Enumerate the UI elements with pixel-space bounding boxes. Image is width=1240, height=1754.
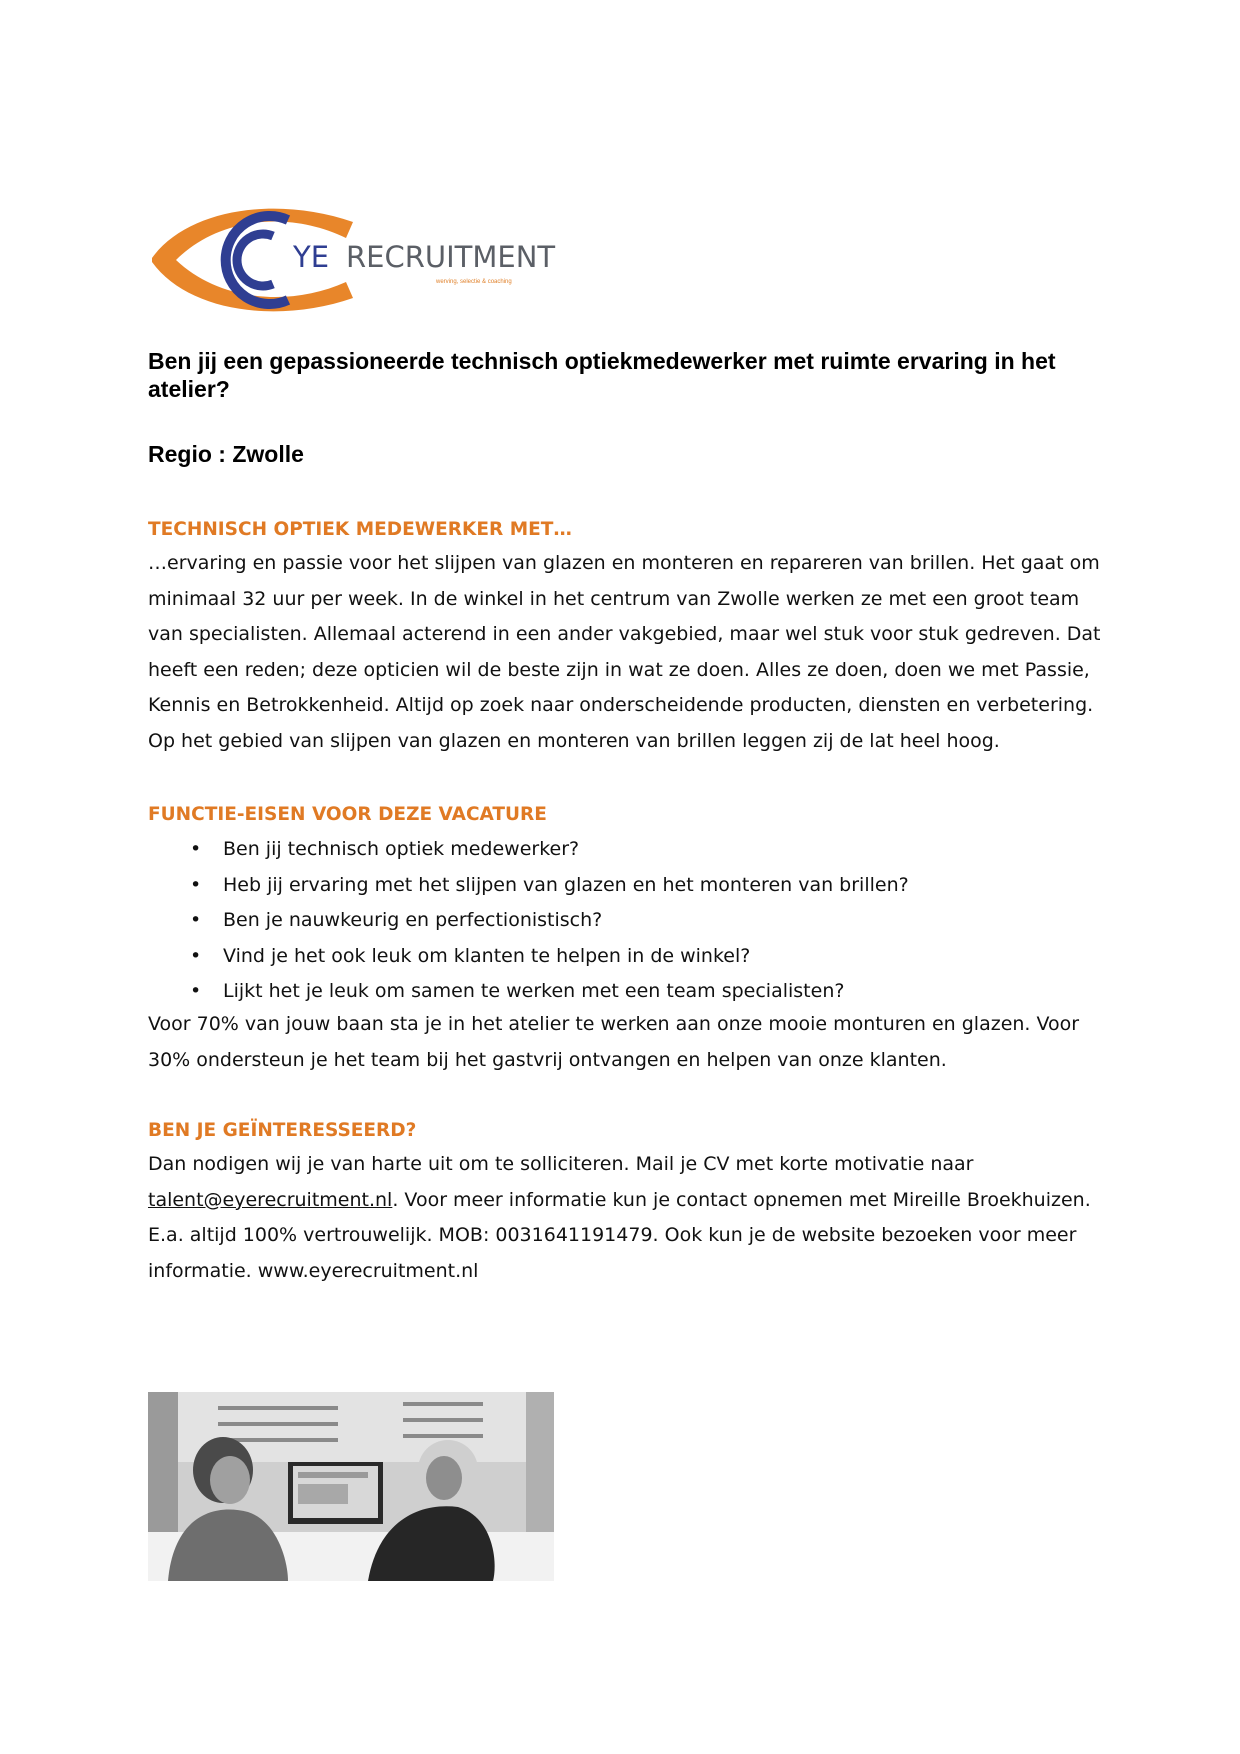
section-heading-functie-eisen: FUNCTIE-EISEN VOOR DEZE VACATURE [148, 804, 547, 825]
logo-recruitment-text: RECRUITMENT [346, 240, 556, 274]
eye-recruitment-logo [148, 200, 556, 320]
bullet-icon: • [190, 980, 202, 1002]
email-link[interactable]: talent@eyerecruitment.nl [148, 1188, 393, 1211]
logo-tagline: werving, selectie & coaching [436, 279, 512, 285]
section-body-functie-eisen: Voor 70% van jouw baan sta je in het atelier te werken aan onze mooie monturen en glazen. Voor 30% ondersteun je het team bij het gastvrij ontvangen en helpen van onze klanten. [148, 1013, 1080, 1071]
section-body-technisch: …ervaring en passie voor het slijpen van glazen en monteren en repareren van brillen. Het gaat om minimaal 32 uur per week. In de winkel in het centrum van Zwolle werken ze met een groot team van specialisten. Allemaal acterend in een ander vakgebied, maar wel stuk voor stuk gedreven. Dat heeft een reden; deze opticien wil de beste zijn in wat ze doen. Alles ze doen, doen we met Passie, Kennis en Betrokkenheid. Altijd op zoek naar onderscheidende producten, diensten en verbetering. Op het gebied van slijpen van glazen en monteren van brillen leggen zij de lat heel hoog. [148, 552, 1101, 752]
list-item: • Ben je nauwkeurig en perfectionistisch? [148, 903, 1108, 939]
office-photo [148, 1392, 554, 1581]
section-heading-technisch: TECHNISCH OPTIEK MEDEWERKER MET… [148, 519, 572, 540]
photo-image [148, 1392, 554, 1581]
vacancy-title: Ben jij een gepassioneerde technisch optiekmedewerker met ruimte ervaring in het atelier? [148, 348, 1056, 402]
section-body-geinteresseerd: Dan nodigen wij je van harte uit om te solliciteren. Mail je CV met korte motivatie naar talent@eyerecruitment.nl. Voor meer informatie kun je contact opnemen met Mireille Broekhuizen. E.a. altijd 100% vertrouwelijk. MOB: 0031641191479. Ook kun je de website bezoeken voor meer informatie. www.eyerecruitment.nl [148, 1153, 1091, 1282]
list-item: • Ben jij technisch optiek medewerker? [148, 832, 1108, 868]
requirements-list [148, 832, 1108, 1010]
bullet-icon: • [190, 838, 202, 860]
list-item: • Vind je het ook leuk om klanten te helpen in de winkel? [148, 939, 1108, 975]
bullet-icon: • [190, 944, 202, 967]
bullet-icon: • [190, 873, 202, 896]
list-item: • Lijkt het je leuk om samen te werken met een team specialisten? [148, 974, 1108, 1010]
logo-ye-text: YE [293, 240, 330, 274]
bullet-icon: • [190, 909, 202, 931]
section-heading-geinteresseerd: BEN JE GEÏNTERESSEERD? [148, 1120, 417, 1141]
list-item: • Heb jij ervaring met het slijpen van glazen en het monteren van brillen? [148, 868, 1108, 904]
regio-heading: Regio : Zwolle [148, 441, 304, 467]
